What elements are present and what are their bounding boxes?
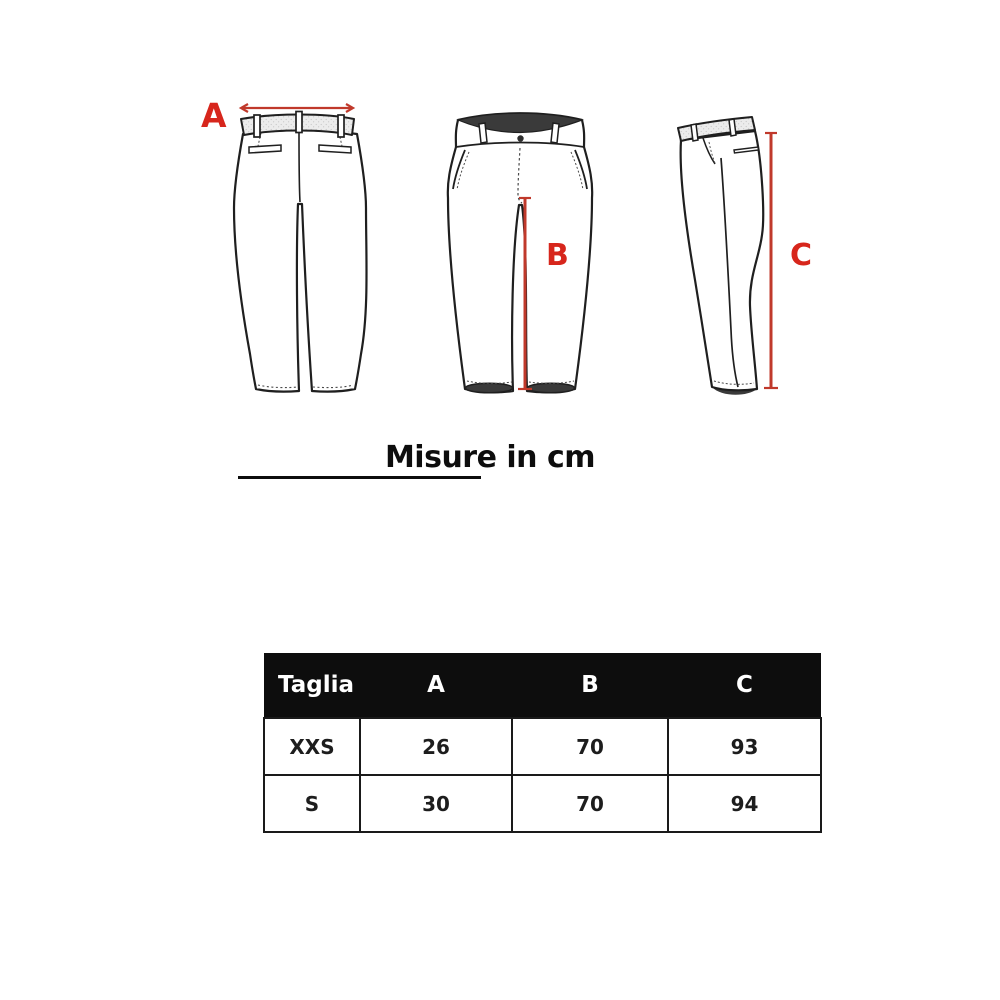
table-row-s — [264, 775, 821, 832]
pants-back-waistband — [241, 112, 354, 138]
size-guide-title: Misure in cm — [384, 440, 596, 475]
belt-loop — [479, 123, 487, 143]
cell-s-b: 70 — [512, 775, 668, 832]
pants-back-view-drawing — [225, 98, 375, 410]
cell-taglia-xxs: XXS — [264, 718, 360, 775]
hem-opening-dark — [466, 383, 513, 393]
pants-side-body — [681, 131, 764, 395]
cell-xxs-a: 26 — [360, 718, 512, 775]
table-row-xxs — [264, 718, 821, 775]
belt-loop — [691, 124, 698, 141]
cell-xxs-c: 93 — [668, 718, 821, 775]
size-table-header-a: A — [360, 653, 512, 718]
measure-label-c: C — [790, 238, 813, 273]
waist-button — [517, 135, 523, 141]
pants-back-body — [234, 130, 367, 391]
size-table — [263, 653, 822, 833]
measure-line-c — [764, 133, 778, 388]
measure-label-a: A — [201, 96, 227, 135]
belt-loop — [254, 115, 260, 137]
title-underline — [238, 476, 481, 479]
hem-opening-dark — [528, 383, 575, 393]
cell-s-a: 30 — [360, 775, 512, 832]
cell-s-c: 94 — [668, 775, 821, 832]
belt-loop — [338, 115, 344, 137]
welt-pocket-right — [319, 145, 351, 153]
size-table-header-c: C — [668, 653, 821, 718]
belt-loop — [551, 123, 559, 143]
size-table-header-taglia: Taglia — [264, 653, 360, 718]
pants-front-view-drawing — [435, 98, 610, 413]
belt-loop — [296, 112, 302, 133]
cell-xxs-b: 70 — [512, 718, 668, 775]
measure-label-b: B — [546, 238, 569, 273]
welt-pocket-left — [249, 145, 281, 153]
pants-front-body — [448, 113, 592, 393]
size-table-header-b: B — [512, 653, 668, 718]
cell-taglia-s: S — [264, 775, 360, 832]
size-table-container — [263, 653, 822, 833]
belt-loop — [729, 119, 736, 136]
size-table-header-row — [264, 653, 821, 718]
